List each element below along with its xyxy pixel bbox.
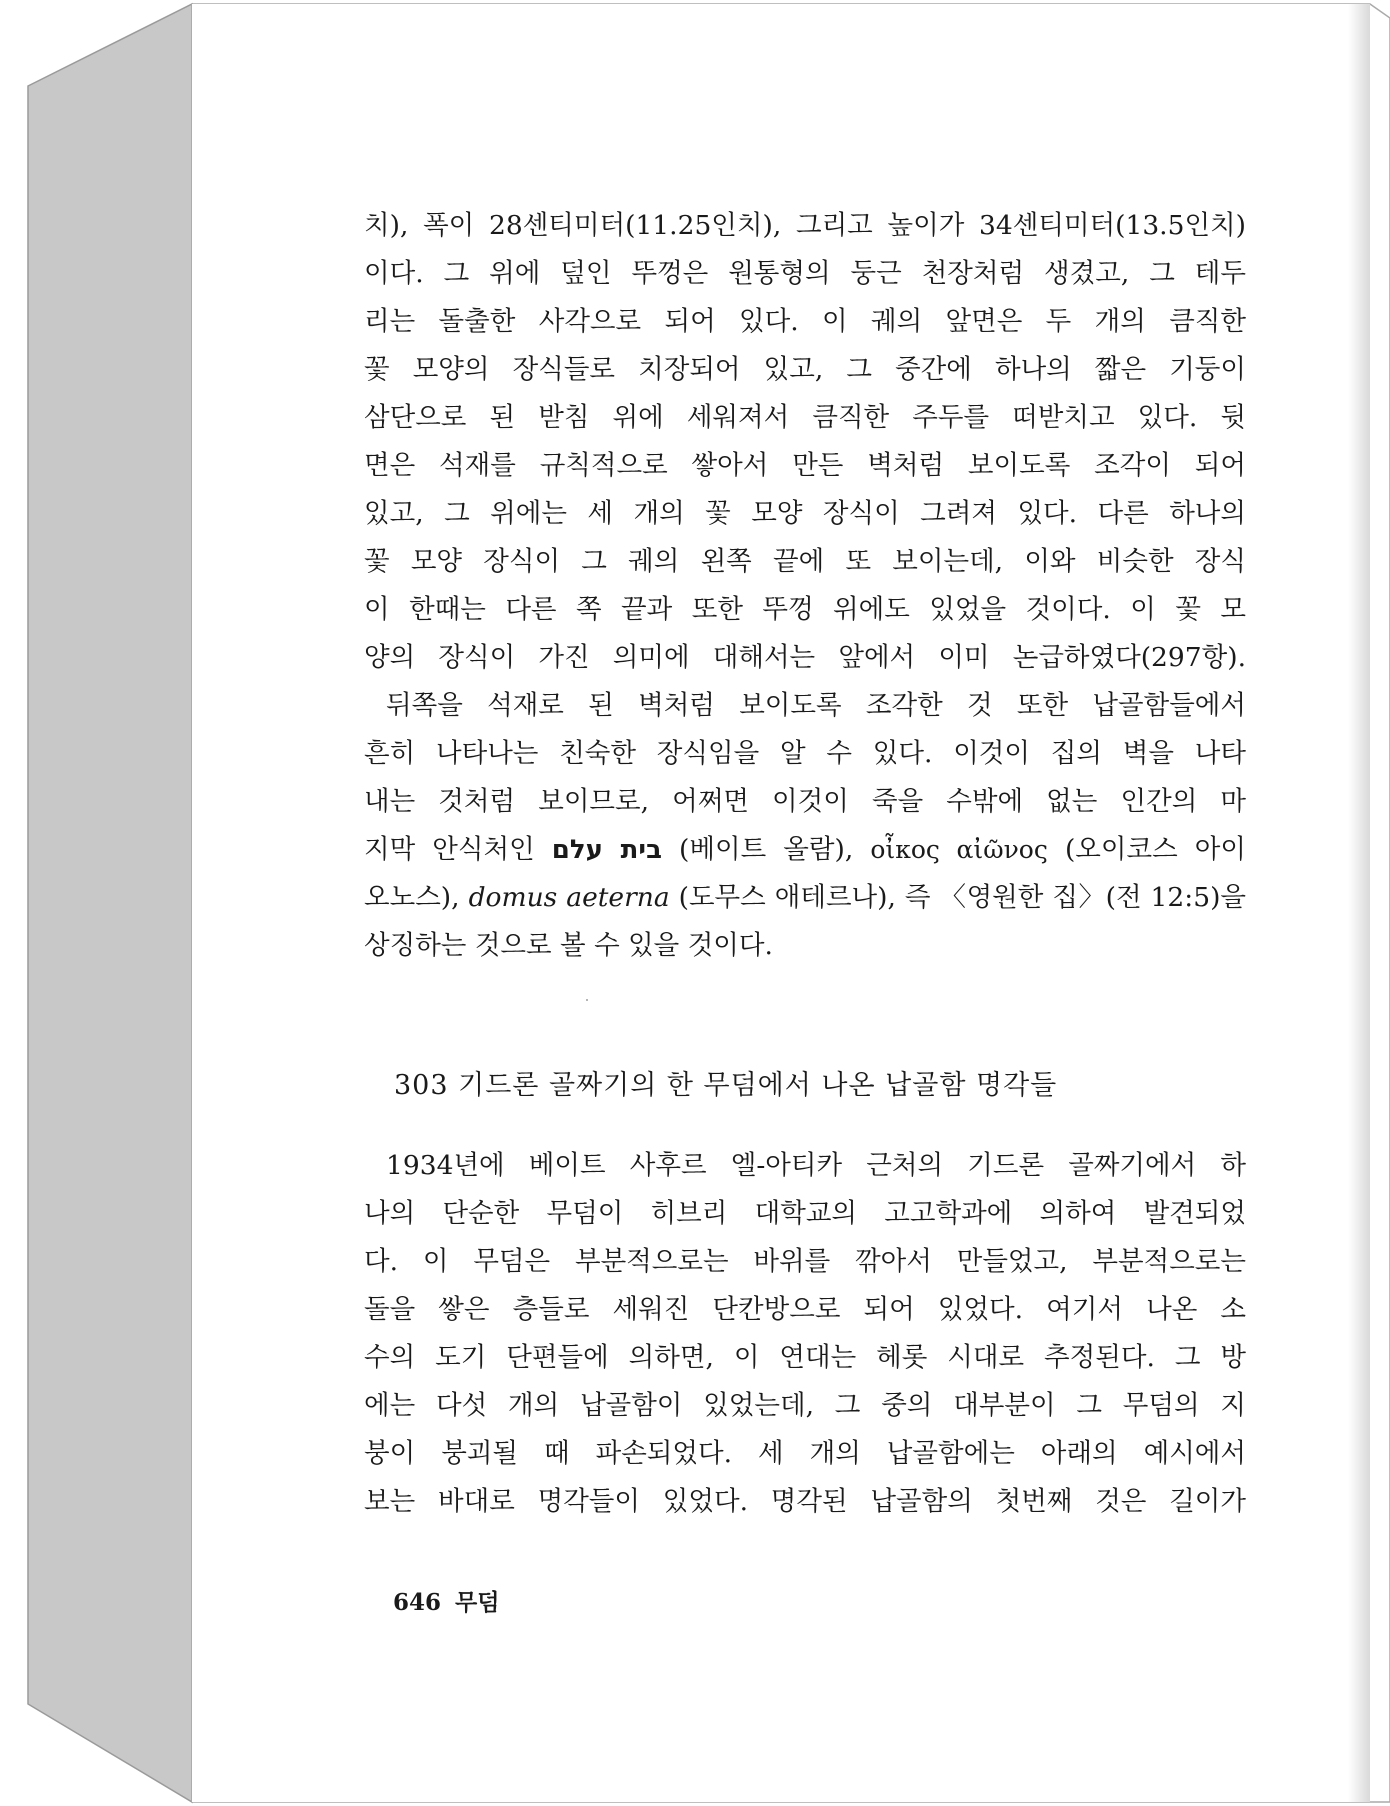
text-line: 1934년에 베이트 사후르 엘-아티카 근처의 기드론 골짜기에서 하	[386, 1150, 1246, 1181]
text-fragment: 지막 안식처인	[364, 834, 552, 865]
text-line: 꽃 모양의 장식들로 치장되어 있고, 그 중간에 하나의 짧은 기둥이	[364, 354, 1246, 385]
text-line: 수의 도기 단편들에 의하면, 이 연대는 헤롯 시대로 추정된다. 그 방	[364, 1342, 1246, 1373]
text-line: 꽃 모양 장식이 그 궤의 왼쪽 끝에 또 보이는데, 이와 비슷한 장식	[364, 546, 1246, 577]
text-line: 내는 것처럼 보이므로, 어쩌면 이것이 죽을 수밖에 없는 인간의 마	[364, 786, 1246, 817]
text-line-mixed-script	[364, 826, 1246, 874]
running-title: 무덤	[455, 1589, 500, 1616]
paragraph-3	[364, 1142, 1246, 1526]
text-line: 삼단으로 된 받침 위에 세워져서 큼직한 주두를 떠받치고 있다. 뒷	[364, 402, 1246, 433]
text-line: 양의 장식이 가진 의미에 대해서는 앞에서 이미 논급하였다(297항).	[364, 642, 1246, 673]
text-line: 상징하는 것으로 볼 수 있을 것이다.	[364, 930, 773, 961]
text-fragment: 오노스),	[364, 882, 469, 913]
text-line: 돌을 쌓은 층들로 세워진 단칸방으로 되어 있었다. 여기서 나온 소	[364, 1294, 1246, 1325]
text-line: 다. 이 무덤은 부분적으로는 바위를 깎아서 만들었고, 부분적으로는	[364, 1246, 1246, 1277]
text-line: 면은 석재를 규칙적으로 쌓아서 만든 벽처럼 보이도록 조각이 되어	[364, 450, 1246, 481]
print-speck	[586, 999, 588, 1001]
text-fragment: (베이트 올람),	[661, 834, 871, 865]
text-line: 나의 단순한 무덤이 히브리 대학교의 고고학과에 의하여 발견되었	[364, 1198, 1246, 1229]
text-fragment: (오이코스 아이	[1047, 834, 1246, 865]
text-line: 흔히 나타나는 친숙한 장식임을 알 수 있다. 이것이 집의 벽을 나타	[364, 738, 1246, 769]
text-line: 보는 바대로 명각들이 있었다. 명각된 납골함의 첫번째 것은 길이가	[364, 1486, 1246, 1517]
text-line: 있고, 그 위에는 세 개의 꽃 모양 장식이 그려져 있다. 다른 하나의	[364, 498, 1246, 529]
page-footer	[393, 1584, 499, 1617]
text-line: 리는 돌출한 사각으로 되어 있다. 이 궤의 앞면은 두 개의 큼직한	[364, 306, 1246, 337]
book-spine	[28, 4, 192, 1802]
text-line: 에는 다섯 개의 납골함이 있었는데, 그 중의 대부분이 그 무덤의 지	[364, 1390, 1246, 1421]
text-fragment: (도무스 애테르나), 즉 〈영원한 집〉(전 12:5)을	[669, 882, 1247, 913]
text-line: 붕이 붕괴될 때 파손되었다. 세 개의 납골함에는 아래의 예시에서	[364, 1438, 1246, 1469]
text-line: 이다. 그 위에 덮인 뚜껑은 원통형의 둥근 천장처럼 생겼고, 그 테두	[364, 258, 1246, 289]
text-line: 치), 폭이 28센티미터(11.25인치), 그리고 높이가 34센티미터(13.5인치)	[364, 210, 1246, 241]
latin-term: domus aeterna	[468, 882, 670, 913]
page-number: 646	[393, 1589, 442, 1616]
greek-term: οἶκος αἰῶνος	[870, 835, 1048, 864]
section-heading: 303 기드론 골짜기의 한 무덤에서 나온 납골함 명각들	[394, 1070, 1058, 1101]
paragraph-1	[364, 202, 1246, 970]
hebrew-term: בית עלם	[551, 835, 662, 865]
text-line-mixed-script	[364, 874, 1246, 922]
page-edge-shadow	[1348, 4, 1370, 1802]
text-line: 뒤쪽을 석재로 된 벽처럼 보이도록 조각한 것 또한 납골함들에서	[386, 690, 1246, 721]
text-line: 이 한때는 다른 쪽 끝과 또한 뚜껑 위에도 있었을 것이다. 이 꽃 모	[364, 594, 1246, 625]
